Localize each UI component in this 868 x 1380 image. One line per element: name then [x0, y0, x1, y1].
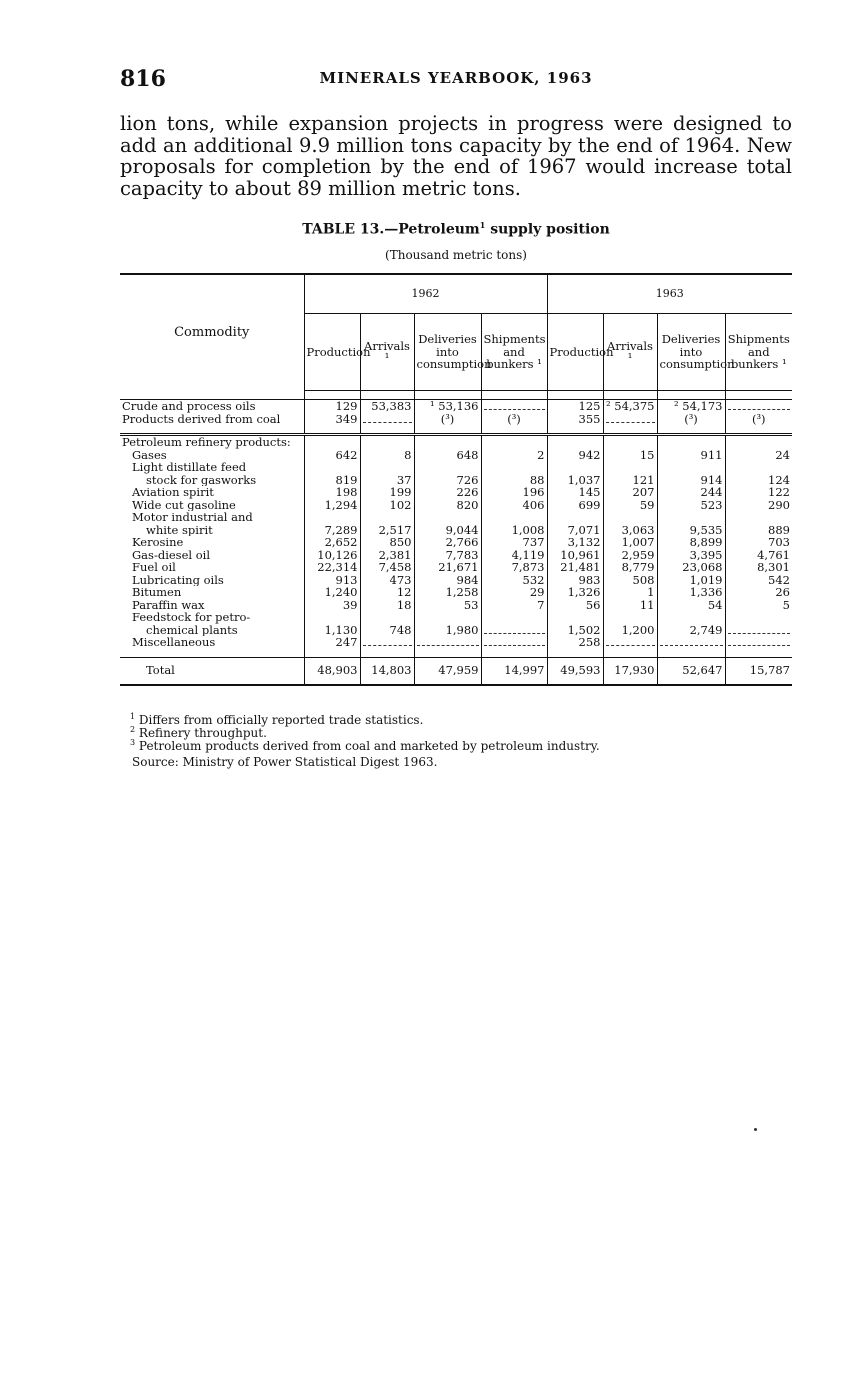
table-cell: 532 [481, 574, 547, 587]
row-label: Bitumen [132, 586, 182, 599]
table-cell: 121 [603, 474, 657, 487]
table-cell: 49,593 [547, 657, 603, 685]
col-arrivals-1963: Arrivals ¹ [603, 314, 657, 391]
row-label: Total [120, 657, 304, 685]
table-row [120, 461, 792, 474]
table-cell: 21,671 [414, 561, 481, 574]
row-label: Light distillate feed [132, 461, 247, 474]
table-cell: 542 [725, 574, 792, 587]
table-cell: 12 [360, 586, 414, 599]
year-header-1962: 1962 [304, 274, 547, 314]
table-cell: 14,803 [360, 657, 414, 685]
table-cell: 3,132 [547, 536, 603, 549]
empty-cell-dash [603, 413, 657, 426]
year-header-1963: 1963 [547, 274, 792, 314]
table-row [120, 435, 792, 449]
table-cell: 37 [360, 474, 414, 487]
dash-leader [606, 414, 655, 423]
table-row [120, 449, 792, 462]
table-row [120, 657, 792, 685]
table-cell: 703 [725, 536, 792, 549]
table-cell: 199 [360, 486, 414, 499]
table-row [120, 499, 792, 512]
table-cell: 14,997 [481, 657, 547, 685]
table-row [120, 413, 792, 426]
row-label: stock for gasworks [146, 473, 257, 486]
table-cell: 226 [414, 486, 481, 499]
table-cell: 748 [360, 624, 414, 637]
table-cell: 196 [481, 486, 547, 499]
table-cell: (³) [657, 413, 725, 426]
table-cell: 1,200 [603, 624, 657, 637]
dash-leader [606, 637, 655, 646]
table-cell: 7,458 [360, 561, 414, 574]
empty-cell-dash [360, 413, 414, 426]
table-cell: 18 [360, 599, 414, 612]
table-cell: 1,326 [547, 586, 603, 599]
table-cell: 913 [304, 574, 360, 587]
table-cell: 819 [304, 474, 360, 487]
table-cell: 54 [657, 599, 725, 612]
table-cell: 102 [360, 499, 414, 512]
empty-cell-dash [481, 400, 547, 413]
footnote-1: $^1$ Differs from officially reported trade statistics. [130, 712, 424, 727]
table-cell: 2,517 [360, 524, 414, 537]
table-cell: 349 [304, 413, 360, 426]
row-label: Gas-diesel oil [132, 548, 210, 561]
table-cell: 355 [547, 413, 603, 426]
table-row [120, 611, 792, 624]
table-cell: 145 [547, 486, 603, 499]
row-label: Motor industrial and [132, 511, 253, 524]
table-cell: (³) [481, 413, 547, 426]
row-label: Fuel oil [132, 561, 176, 574]
table-cell: 29 [481, 586, 547, 599]
table-cell: 4,119 [481, 549, 547, 562]
empty-cell-dash [481, 636, 547, 649]
table-cell: 699 [547, 499, 603, 512]
empty-cell-dash [481, 624, 547, 637]
table-row [120, 511, 792, 524]
table-cell: 7,289 [304, 524, 360, 537]
table-cell: 3,395 [657, 549, 725, 562]
petroleum-supply-table [120, 273, 792, 686]
table-units: (Thousand metric tons) [385, 248, 527, 262]
table-cell: 1,019 [657, 574, 725, 587]
table-row [120, 400, 792, 413]
table-row [120, 561, 792, 574]
row-label: Gases [132, 448, 167, 461]
table-cell: 23,068 [657, 561, 725, 574]
table-cell: 914 [657, 474, 725, 487]
table-cell: 2 [481, 449, 547, 462]
table-cell: 2,749 [657, 624, 725, 637]
table-title: TABLE 13.—Petroleum$^1$ supply position [302, 220, 610, 238]
table-cell: 8,779 [603, 561, 657, 574]
table-cell: 56 [547, 599, 603, 612]
table-cell: 1,980 [414, 624, 481, 637]
table-cell: 1,008 [481, 524, 547, 537]
dash-leader [417, 637, 479, 646]
footnote-3: $^3$ Petroleum products derived from coal and marketed by petroleum industry. [130, 738, 600, 753]
table-cell: 1,502 [547, 624, 603, 637]
empty-cell-dash [414, 636, 481, 649]
table-cell: 648 [414, 449, 481, 462]
empty-cell-dash [725, 624, 792, 637]
body-paragraph: lion tons, while expansion projects in progress were designed to add an additional 9.9 million tons capacity by the end of 1964. New proposals for completion by the end of 1967 would increase total capacity to about 89 million metric tons. [120, 112, 792, 200]
table-row [120, 586, 792, 599]
table-cell: 9,044 [414, 524, 481, 537]
table-cell: 1,336 [657, 586, 725, 599]
table-cell: 244 [657, 486, 725, 499]
scan-speck [754, 1128, 757, 1131]
table-cell: 22,314 [304, 561, 360, 574]
table-cell: 2,381 [360, 549, 414, 562]
table-cell: 48,903 [304, 657, 360, 685]
dash-leader [484, 625, 545, 634]
dash-leader [728, 625, 791, 634]
table-cell: 10,126 [304, 549, 360, 562]
table-cell: 129 [304, 400, 360, 413]
table-cell: 726 [414, 474, 481, 487]
table-cell: 15 [603, 449, 657, 462]
table-cell: 88 [481, 474, 547, 487]
table-row [120, 474, 792, 487]
table-cell: 8,301 [725, 561, 792, 574]
table-cell: 983 [547, 574, 603, 587]
table-cell: 523 [657, 499, 725, 512]
table-cell: 258 [547, 636, 603, 649]
table-cell: 9,535 [657, 524, 725, 537]
table-cell: 39 [304, 599, 360, 612]
table-cell: 207 [603, 486, 657, 499]
table-cell: 473 [360, 574, 414, 587]
table-cell: 8,899 [657, 536, 725, 549]
dash-leader [728, 637, 791, 646]
table-cell: 508 [603, 574, 657, 587]
col-deliveries-1963: Deliveries into consumption [657, 314, 725, 391]
table-cell: 21,481 [547, 561, 603, 574]
table-cell: 7 [481, 599, 547, 612]
dash-leader [363, 637, 412, 646]
table-row [120, 636, 792, 649]
table-cell: 7,783 [414, 549, 481, 562]
table-cell: ² 54,375 [603, 400, 657, 413]
row-label: Kerosine [132, 536, 184, 549]
table-cell: 24 [725, 449, 792, 462]
source-note: Source: Ministry of Power Statistical Digest 1963. [132, 755, 438, 769]
table-cell: 1,240 [304, 586, 360, 599]
table-cell: 642 [304, 449, 360, 462]
table-cell: 1,130 [304, 624, 360, 637]
col-shipments-1963: Shipments and bunkers ¹ [725, 314, 792, 391]
empty-cell-dash [725, 636, 792, 649]
col-production-1962: Production [304, 314, 360, 391]
running-title: MINERALS YEARBOOK, 1963 [319, 69, 593, 87]
table-row [120, 486, 792, 499]
row-label: Paraffin wax [132, 598, 205, 611]
dash-leader [484, 637, 545, 646]
row-label: Lubricating oils [132, 573, 224, 586]
empty-cell-dash [725, 400, 792, 413]
col-shipments-1962: Shipments and bunkers ¹ [481, 314, 547, 391]
table-cell: 942 [547, 449, 603, 462]
table-cell: 4,761 [725, 549, 792, 562]
table-cell: (³) [414, 413, 481, 426]
table-row [120, 536, 792, 549]
table-cell: 2,652 [304, 536, 360, 549]
table-cell: 1,037 [547, 474, 603, 487]
table-cell: 11 [603, 599, 657, 612]
table-cell: 122 [725, 486, 792, 499]
dash-leader [728, 401, 791, 410]
table-cell: 8 [360, 449, 414, 462]
page-number: 816 [120, 66, 166, 92]
col-arrivals-1962: Arrivals ¹ [360, 314, 414, 391]
table-cell: 889 [725, 524, 792, 537]
row-label: Wide cut gasoline [132, 498, 236, 511]
dash-leader [363, 414, 412, 423]
col-production-1963: Production [547, 314, 603, 391]
table-cell: 10,961 [547, 549, 603, 562]
page-header [120, 66, 792, 92]
empty-cell-dash [657, 636, 725, 649]
table-cell: 7,873 [481, 561, 547, 574]
row-label: chemical plants [146, 623, 238, 636]
row-label: white spirit [146, 523, 213, 536]
col-deliveries-1962: Deliveries into consumption [414, 314, 481, 391]
table-cell: 850 [360, 536, 414, 549]
table-cell: (³) [725, 413, 792, 426]
table-cell: 3,063 [603, 524, 657, 537]
row-label: Miscellaneous [132, 636, 216, 649]
table-cell: 17,930 [603, 657, 657, 685]
empty-cell-dash [603, 636, 657, 649]
table-cell: 290 [725, 499, 792, 512]
table-cell: 15,787 [725, 657, 792, 685]
table-cell: ² 54,173 [657, 400, 725, 413]
table-row [120, 624, 792, 637]
table-cell: 59 [603, 499, 657, 512]
table-row [120, 599, 792, 612]
table-cell: ¹ 53,136 [414, 400, 481, 413]
table-cell: 125 [547, 400, 603, 413]
footnote-2: $^2$ Refinery throughput. [130, 725, 267, 740]
table-cell: 53,383 [360, 400, 414, 413]
commodity-header: Commodity [120, 274, 304, 391]
table-cell: 406 [481, 499, 547, 512]
row-label: Products derived from coal [122, 412, 281, 425]
dash-leader [484, 401, 545, 410]
row-label: Crude and process oils [120, 400, 304, 413]
row-label: Petroleum refinery products: [120, 435, 304, 449]
table-cell: 52,647 [657, 657, 725, 685]
dash-leader [660, 637, 723, 646]
row-label: Aviation spirit [132, 486, 214, 499]
table-cell: 1,258 [414, 586, 481, 599]
table-cell: 1,007 [603, 536, 657, 549]
table-cell: 820 [414, 499, 481, 512]
table-cell: 911 [657, 449, 725, 462]
table-cell: 7,071 [547, 524, 603, 537]
empty-cell-dash [360, 636, 414, 649]
table-cell: 737 [481, 536, 547, 549]
table-cell: 247 [304, 636, 360, 649]
table-cell: 2,766 [414, 536, 481, 549]
table-cell: 124 [725, 474, 792, 487]
table-cell: 47,959 [414, 657, 481, 685]
table-cell: 198 [304, 486, 360, 499]
table-cell: 5 [725, 599, 792, 612]
table-cell: 53 [414, 599, 481, 612]
row-label: Feedstock for petro- [132, 611, 251, 624]
table-cell: 984 [414, 574, 481, 587]
table-cell: 1,294 [304, 499, 360, 512]
table-cell: 26 [725, 586, 792, 599]
table-cell: 1 [603, 586, 657, 599]
table-cell: 2,959 [603, 549, 657, 562]
